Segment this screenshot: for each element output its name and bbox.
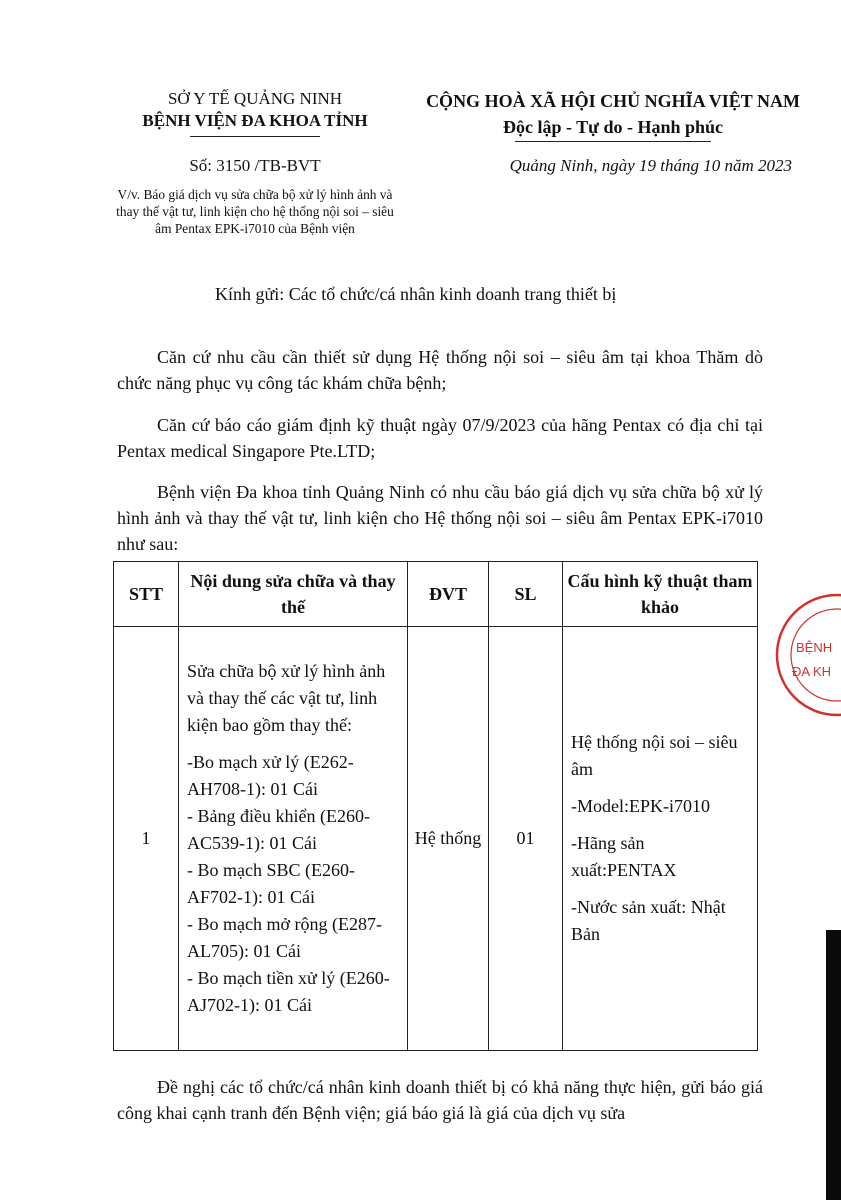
- recipient-line: Kính gửi: Các tổ chức/cá nhân kinh doanh trang thiết bị: [215, 284, 617, 304]
- stamp-text: ĐA KH: [792, 664, 832, 679]
- body-paragraph: Căn cứ báo cáo giám định kỹ thuật ngày 07/9/2023 của hãng Pentax có địa chỉ tại Pentax medical Singapore Pte.LTD;: [117, 415, 763, 461]
- scan-edge-bar: [826, 930, 841, 1200]
- content-item: - Bo mạch SBC (E260-AF702-1): 01 Cái: [187, 860, 355, 907]
- national-header: [408, 88, 818, 140]
- subject-line: âm Pentax EPK-i7010 của Bệnh viện: [155, 221, 355, 236]
- body-paragraph: Căn cứ nhu cầu cần thiết sử dụng Hệ thống nội soi – siêu âm tại khoa Thăm dò chức năng phục vụ công tác khám chữa bệnh;: [117, 347, 763, 393]
- col-header-stt: STT: [114, 562, 179, 627]
- content-intro: Sửa chữa bộ xử lý hình ảnh và thay thế các vật tư, linh kiện bao gồm thay thế:: [187, 661, 386, 735]
- motto-underline: [515, 141, 711, 142]
- issuer-block: [110, 88, 400, 132]
- col-header-unit: ĐVT: [408, 562, 489, 627]
- hospital-name: BỆNH VIỆN ĐA KHOA TỈNH: [142, 111, 368, 130]
- body-paragraph: Bệnh viện Đa khoa tỉnh Quảng Ninh có nhu cầu báo giá dịch vụ sửa chữa bộ xử lý hình ảnh và thay thế vật tư, linh kiện cho Hệ thống nội soi – siêu âm Pentax EPK-i7010 như sau:: [117, 482, 763, 554]
- cell-content: [179, 627, 408, 1051]
- content-item: -Bo mạch xử lý (E262-AH708-1): 01 Cái: [187, 752, 354, 799]
- document-subject: [100, 186, 410, 237]
- repair-items-table: [113, 561, 758, 1051]
- nation-title: CỘNG HOÀ XÃ HỘI CHỦ NGHĨA VIỆT NAM: [426, 91, 800, 111]
- col-header-spec: Cấu hình kỹ thuật tham khảo: [563, 562, 758, 627]
- issuer-underline: [190, 136, 320, 137]
- national-motto: Độc lập - Tự do - Hạnh phúc: [502, 117, 724, 137]
- content-item: - Bảng điều khiển (E260-AC539-1): 01 Cái: [187, 806, 370, 853]
- content-item: - Bo mạch tiền xử lý (E260-AJ702-1): 01 Cái: [187, 968, 390, 1015]
- cell-qty: 01: [489, 627, 563, 1051]
- table-header-row: [114, 562, 758, 627]
- subject-line: V/v. Báo giá dịch vụ sửa chữa bộ xử lý hình ảnh và: [117, 187, 393, 202]
- spec-maker: -Hãng sản xuất:PENTAX: [571, 833, 677, 880]
- cell-unit: Hệ thống: [408, 627, 489, 1051]
- spec-title: Hệ thống nội soi – siêu âm: [571, 732, 738, 779]
- cell-spec: [563, 627, 758, 1051]
- document-number: Số: 3150 /TB-BVT: [189, 156, 321, 175]
- col-header-qty: SL: [489, 562, 563, 627]
- agency-name: SỞ Y TẾ QUẢNG NINH: [167, 89, 343, 108]
- content-item: - Bo mạch mở rộng (E287-AL705): 01 Cái: [187, 914, 382, 961]
- issue-date: Quảng Ninh, ngày 19 tháng 10 năm 2023: [509, 156, 792, 175]
- official-stamp: [772, 590, 841, 720]
- table-row: [114, 627, 758, 1051]
- col-header-content: Nội dung sửa chữa và thay thế: [179, 562, 408, 627]
- stamp-text: BỆNH: [796, 640, 833, 655]
- cell-stt: 1: [114, 627, 179, 1051]
- closing-paragraph: Đề nghị các tổ chức/cá nhân kinh doanh thiết bị có khả năng thực hiện, gửi báo giá công khai cạnh tranh đến Bệnh viện; giá báo giá là giá của dịch vụ sửa: [117, 1077, 763, 1123]
- spec-model: -Model:EPK-i7010: [571, 796, 710, 816]
- spec-origin: -Nước sản xuất: Nhật Bản: [571, 897, 726, 944]
- subject-line: thay thế vật tư, linh kiện cho hệ thống nội soi – siêu: [116, 204, 394, 219]
